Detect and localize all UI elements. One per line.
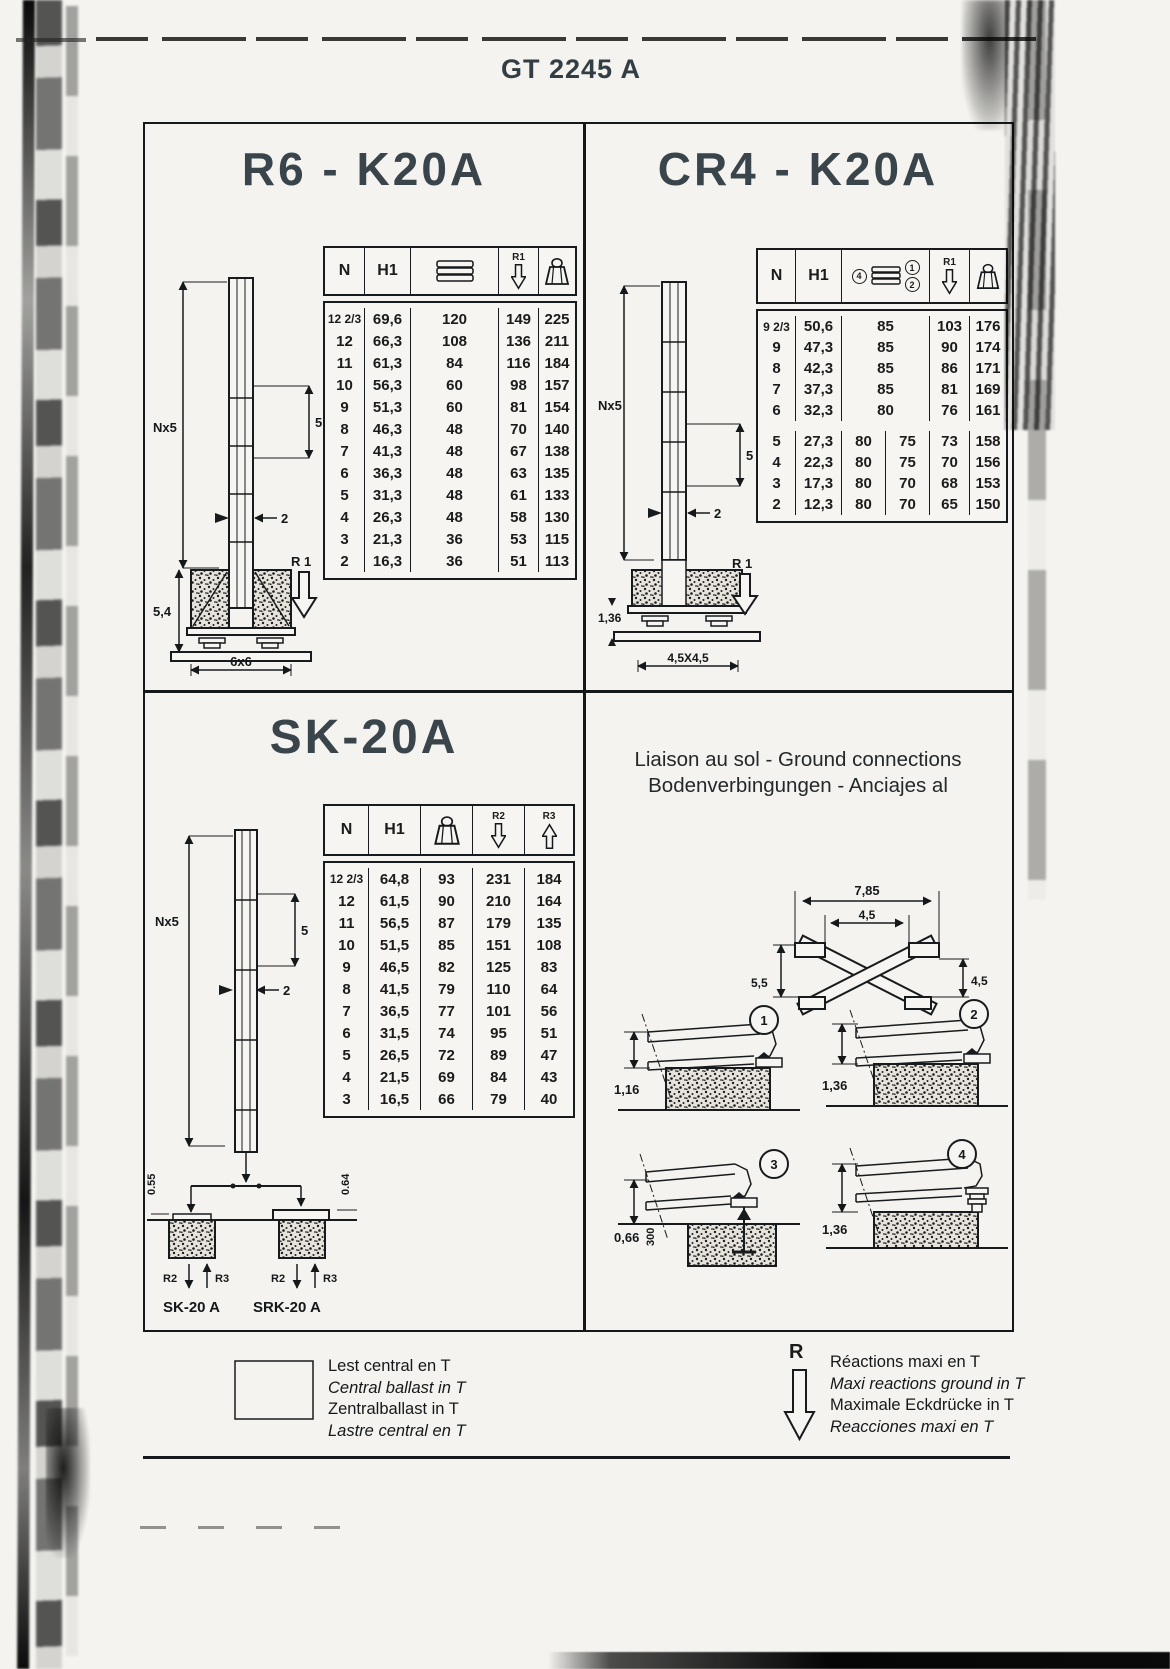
sk-table — [323, 804, 575, 1118]
ballast-variants-header — [842, 250, 930, 302]
table-cell: 36,5 — [369, 1000, 421, 1022]
scan-artifact — [16, 38, 86, 42]
table-cell: 164 — [536, 892, 562, 910]
r1-label: R1 — [943, 257, 956, 268]
table-cell: 65 — [930, 494, 970, 515]
detail-dim: 0,66 — [614, 1230, 640, 1245]
main-frame — [143, 122, 1014, 1332]
legend-line: Reacciones maxi en T — [830, 1417, 994, 1436]
table-cell: 108 — [536, 936, 562, 954]
table-cell: 66 — [421, 1088, 473, 1110]
nx5-label: Nx5 — [153, 420, 177, 435]
scan-artifact — [548, 1652, 1170, 1669]
table-cell: 80 — [842, 400, 930, 421]
table-cell: 48 — [411, 418, 499, 440]
table-cell: 61,5 — [369, 890, 421, 912]
table-cell: 70 — [886, 473, 930, 494]
legend-line: Central ballast in T — [328, 1378, 466, 1397]
table-cell: 40 — [540, 1090, 558, 1108]
table-cell: 135 — [544, 464, 570, 482]
table-cell: 8 — [758, 358, 796, 379]
r3-label: R3 — [215, 1273, 230, 1285]
table-cell: 80 — [842, 473, 886, 494]
table-cell: 74 — [421, 1022, 473, 1044]
col-h1-header: H1 — [369, 806, 421, 854]
legend-line: Maxi reactions ground in T — [830, 1374, 1025, 1393]
table-cell: 32,3 — [796, 400, 842, 421]
bottom-rule — [143, 1456, 1010, 1459]
table-cell: 157 — [544, 376, 570, 394]
table-cell: 53 — [499, 528, 539, 550]
r3-label: R3 — [323, 1273, 338, 1285]
table-cell: 72 — [421, 1044, 473, 1066]
table-cell: 140 — [544, 420, 570, 438]
table-cell: 27,3 — [796, 431, 842, 452]
table-cell: 149 — [499, 308, 539, 330]
table-cell: 98 — [499, 374, 539, 396]
reaction-symbol-label: R — [789, 1341, 804, 1363]
table-cell: 90 — [421, 890, 473, 912]
ballast-slabs-icon — [870, 265, 902, 287]
table-cell: 133 — [544, 486, 570, 504]
ground-title-line1: Liaison au sol - Ground connections — [634, 748, 962, 771]
r1-label: R1 — [512, 252, 525, 263]
table-cell: 60 — [411, 396, 499, 418]
col-r3-header — [525, 806, 573, 854]
segment-dim: 5 — [315, 415, 323, 430]
detail-dim: 1,36 — [822, 1222, 848, 1237]
r2-label: R2 — [492, 811, 505, 822]
panel-sk-20a — [145, 692, 583, 1328]
ballast-swatch — [232, 1358, 316, 1422]
panel-ground-connections — [586, 692, 1010, 1328]
table-cell: 43 — [540, 1068, 558, 1086]
left-height-dim: 0.55 — [146, 1173, 158, 1195]
scan-artifact — [46, 1408, 90, 1558]
table-cell: 3 — [758, 473, 796, 494]
table-cell: 6 — [325, 1022, 369, 1044]
table-cell: 2 — [758, 494, 796, 515]
r6-tower-diagram — [153, 270, 333, 680]
col-r2-header — [473, 806, 525, 854]
table-cell: 158 — [975, 433, 1001, 450]
table-cell: 47 — [540, 1046, 558, 1064]
table-cell: 10 — [325, 374, 365, 396]
table-cell: 58 — [499, 506, 539, 528]
table-cell: 4 — [325, 1066, 369, 1088]
ground-detail-4 — [822, 1136, 1012, 1266]
detail-number-badge: 1 — [760, 1013, 768, 1028]
reactions-legend — [830, 1352, 1024, 1438]
table-cell: 153 — [975, 475, 1001, 492]
reaction-arrow-icon — [292, 572, 316, 617]
table-cell: 3 — [325, 528, 365, 550]
base-width-dim: 6x6 — [230, 654, 252, 669]
ground-detail-1 — [614, 1000, 804, 1130]
table-cell: 161 — [975, 402, 1001, 419]
table-cell: 17,3 — [796, 473, 842, 494]
detail-number-badge: 4 — [958, 1147, 966, 1162]
badge-2: 2 — [905, 277, 920, 292]
table-cell: 70 — [499, 418, 539, 440]
panel-title-r6: R6 - K20A — [241, 143, 487, 195]
table-cell: 80 — [842, 452, 886, 473]
table-cell: 7 — [325, 1000, 369, 1022]
table-cell: 61 — [499, 484, 539, 506]
table-cell: 93 — [421, 868, 473, 890]
table-cell: 125 — [473, 956, 525, 978]
table-cell: 12 2/3 — [325, 308, 365, 330]
table-cell: 31,5 — [369, 1022, 421, 1044]
legend-line: Maximale Eckdrücke in T — [830, 1396, 1015, 1414]
table-cell: 77 — [421, 1000, 473, 1022]
table-cell: 41,5 — [369, 978, 421, 1000]
legend-line: Lest central en T — [328, 1357, 451, 1375]
table-cell: 64,8 — [369, 868, 421, 890]
base-height-dim: 5,4 — [153, 604, 172, 619]
table-cell: 70 — [886, 494, 930, 515]
ground-detail-3 — [614, 1140, 804, 1272]
table-cell: 36,3 — [365, 462, 411, 484]
table-cell: 110 — [473, 978, 525, 1000]
cross-base-diagram — [751, 847, 996, 1015]
scan-artifact — [36, 0, 62, 1669]
table-cell: 9 — [325, 396, 365, 418]
table-cell: 85 — [842, 379, 930, 400]
panel-title-sk: SK-20A — [269, 711, 459, 764]
table-cell: 36 — [411, 528, 499, 550]
table-cell: 7 — [325, 440, 365, 462]
table-cell: 4 — [758, 452, 796, 473]
table-cell: 42,3 — [796, 358, 842, 379]
panel-title-cr4: CR4 - K20A — [657, 143, 939, 195]
table-cell: 5 — [758, 431, 796, 452]
table-cell: 120 — [411, 308, 499, 330]
up-arrow-icon — [542, 823, 557, 849]
table-cell: 113 — [544, 552, 570, 570]
table-cell: 51 — [499, 550, 539, 572]
cr4-table — [756, 248, 1008, 523]
table-cell: 61,3 — [365, 352, 411, 374]
table-cell: 80 — [842, 431, 886, 452]
right-height-dim: 0.64 — [340, 1173, 352, 1195]
document-title: GT 2245 A — [500, 54, 642, 84]
table-cell: 37,3 — [796, 379, 842, 400]
ballast-legend — [328, 1356, 466, 1442]
table-cell: 8 — [325, 978, 369, 1000]
table-cell: 108 — [411, 330, 499, 352]
table-cell: 47,3 — [796, 337, 842, 358]
table-cell: 48 — [411, 462, 499, 484]
table-cell: 136 — [499, 330, 539, 352]
col-h1-header: H1 — [365, 248, 411, 294]
table-cell: 101 — [473, 1000, 525, 1022]
counterweight-icon — [539, 248, 575, 294]
table-cell: 103 — [930, 316, 970, 337]
table-cell: 46,3 — [365, 418, 411, 440]
base-height-dim: 1,36 — [598, 611, 622, 625]
table-cell: 46,5 — [369, 956, 421, 978]
table-cell: 5 — [325, 1044, 369, 1066]
width-dim: 2 — [283, 983, 291, 998]
table-cell: 135 — [536, 914, 562, 932]
col-h1-header: H1 — [796, 250, 842, 302]
table-cell: 79 — [473, 1088, 525, 1110]
table-cell: 184 — [536, 870, 562, 888]
table-cell: 51,3 — [365, 396, 411, 418]
table-cell: 171 — [975, 360, 1001, 377]
table-cell: 50,6 — [796, 316, 842, 337]
inner-width-dim: 4,5 — [858, 908, 876, 922]
table-gap — [758, 421, 1006, 431]
table-cell: 48 — [411, 484, 499, 506]
sk-table-header — [323, 804, 575, 856]
detail-number-badge: 3 — [770, 1157, 778, 1172]
table-cell: 16,5 — [369, 1088, 421, 1110]
table-cell: 11 — [325, 912, 369, 934]
down-arrow-icon — [491, 823, 506, 849]
table-cell: 210 — [473, 890, 525, 912]
outer-width-dim: 7,85 — [854, 883, 880, 898]
panel-cr4-k20a — [586, 124, 1010, 690]
table-cell: 51 — [540, 1024, 558, 1042]
table-cell: 138 — [544, 442, 570, 460]
table-cell: 83 — [540, 958, 558, 976]
table-cell: 73 — [930, 431, 970, 452]
table-cell: 79 — [421, 978, 473, 1000]
cr4-table-body — [756, 309, 1008, 523]
reaction-label: R 1 — [291, 554, 312, 569]
ballast-slabs-icon — [411, 248, 499, 294]
table-cell: 82 — [421, 956, 473, 978]
table-cell: 89 — [473, 1044, 525, 1066]
table-cell: 8 — [325, 418, 365, 440]
table-cell: 151 — [473, 934, 525, 956]
r6-table-header — [323, 246, 577, 296]
segment-dim: 5 — [301, 923, 309, 938]
table-cell: 48 — [411, 440, 499, 462]
col-n-header: N — [325, 806, 369, 854]
anchor-depth-dim: 300 — [645, 1227, 657, 1246]
r2-label: R2 — [271, 1273, 286, 1285]
table-cell: 130 — [544, 508, 570, 526]
table-cell: 95 — [473, 1022, 525, 1044]
table-cell: 76 — [930, 400, 970, 421]
counterweight-icon — [421, 806, 473, 854]
col-r1-header — [499, 248, 539, 294]
down-arrow-icon — [511, 264, 526, 290]
table-cell: 51,5 — [369, 934, 421, 956]
left-dim: 5,5 — [751, 976, 768, 990]
r6-table-body — [323, 301, 577, 580]
table-cell: 12,3 — [796, 494, 842, 515]
table-cell: 184 — [544, 354, 570, 372]
table-cell: 12 2/3 — [325, 868, 369, 890]
detail-dim: 1,16 — [614, 1082, 640, 1097]
col-n-header: N — [758, 250, 796, 302]
table-cell: 176 — [975, 318, 1001, 335]
table-cell: 56,3 — [365, 374, 411, 396]
table-cell: 56,5 — [369, 912, 421, 934]
table-cell: 10 — [325, 934, 369, 956]
table-cell: 84 — [473, 1066, 525, 1088]
nx5-label: Nx5 — [598, 398, 622, 413]
down-arrow-icon — [942, 269, 957, 295]
table-cell: 6 — [325, 462, 365, 484]
panel-r6-k20a — [145, 124, 583, 690]
table-cell: 3 — [325, 1088, 369, 1110]
width-dim: 2 — [281, 511, 289, 526]
sk20a-base-label: SK-20 A — [163, 1299, 220, 1316]
table-cell: 87 — [421, 912, 473, 934]
table-cell: 75 — [886, 431, 930, 452]
table-cell: 81 — [930, 379, 970, 400]
cr4-table-header — [756, 248, 1008, 304]
table-cell: 9 2/3 — [758, 316, 796, 337]
r2-label: R2 — [163, 1273, 178, 1285]
table-cell: 150 — [975, 496, 1001, 513]
table-cell: 12 — [325, 890, 369, 912]
table-cell: 84 — [411, 352, 499, 374]
table-cell: 21,5 — [369, 1066, 421, 1088]
badge-4: 4 — [852, 269, 867, 284]
scan-artifact — [1028, 0, 1046, 900]
table-cell: 156 — [975, 454, 1001, 471]
table-cell: 169 — [975, 381, 1001, 398]
table-cell: 6 — [758, 400, 796, 421]
table-cell: 116 — [499, 352, 539, 374]
r3-label: R3 — [542, 811, 556, 822]
table-cell: 41,3 — [365, 440, 411, 462]
table-cell: 231 — [473, 868, 525, 890]
table-cell: 2 — [325, 550, 365, 572]
scan-artifact — [17, 0, 35, 1669]
table-cell: 70 — [930, 452, 970, 473]
legend-line: Lastre central en T — [328, 1421, 466, 1440]
table-cell: 80 — [842, 494, 886, 515]
table-cell: 56 — [540, 1002, 558, 1020]
table-cell: 60 — [411, 374, 499, 396]
legend-line: Réactions maxi en T — [830, 1353, 981, 1371]
base-width-dim: 4,5X4,5 — [667, 651, 709, 665]
detail-dim: 1,36 — [822, 1078, 848, 1093]
table-cell: 11 — [325, 352, 365, 374]
table-cell: 26,3 — [365, 506, 411, 528]
counterweight-icon — [970, 250, 1006, 302]
badge-1: 1 — [905, 260, 920, 275]
table-cell: 174 — [975, 339, 1001, 356]
scan-artifact — [66, 6, 78, 1656]
table-cell: 68 — [930, 473, 970, 494]
table-cell: 12 — [325, 330, 365, 352]
nx5-label: Nx5 — [155, 914, 179, 929]
r6-table — [323, 246, 577, 580]
table-cell: 179 — [473, 912, 525, 934]
col-r1-header — [930, 250, 970, 302]
table-cell: 9 — [758, 337, 796, 358]
table-cell: 86 — [930, 358, 970, 379]
table-cell: 66,3 — [365, 330, 411, 352]
width-dim: 2 — [714, 506, 722, 521]
table-cell: 63 — [499, 462, 539, 484]
srk20a-base-label: SRK-20 A — [253, 1299, 321, 1316]
table-cell: 48 — [411, 506, 499, 528]
legend-line: Zentralballast in T — [328, 1400, 459, 1418]
table-cell: 85 — [842, 316, 930, 337]
table-cell: 31,3 — [365, 484, 411, 506]
table-cell: 22,3 — [796, 452, 842, 473]
table-cell: 154 — [544, 398, 570, 416]
table-cell: 85 — [842, 358, 930, 379]
table-cell: 36 — [411, 550, 499, 572]
right-dim: 4,5 — [971, 974, 988, 988]
table-cell: 81 — [499, 396, 539, 418]
table-cell: 69 — [421, 1066, 473, 1088]
table-cell: 85 — [842, 337, 930, 358]
table-cell: 69,6 — [365, 308, 411, 330]
table-cell: 4 — [325, 506, 365, 528]
sk-table-body — [323, 861, 575, 1118]
ground-title-line2: Bodenverbingungen - Anciajes al — [648, 774, 948, 797]
table-cell: 21,3 — [365, 528, 411, 550]
table-cell: 7 — [758, 379, 796, 400]
table-cell: 115 — [544, 530, 570, 548]
ground-detail-2 — [822, 996, 1012, 1126]
detail-number-badge: 2 — [970, 1007, 978, 1022]
table-cell: 26,5 — [369, 1044, 421, 1066]
table-cell: 67 — [499, 440, 539, 462]
table-cell: 16,3 — [365, 550, 411, 572]
table-cell: 211 — [544, 332, 570, 350]
reaction-arrow-icon — [784, 1368, 815, 1444]
table-cell: 64 — [540, 980, 558, 998]
top-dashed-rule — [96, 37, 1036, 41]
table-cell: 90 — [930, 337, 970, 358]
table-cell: 5 — [325, 484, 365, 506]
scan-artifact — [140, 1526, 340, 1529]
table-cell: 225 — [544, 310, 570, 328]
table-cell: 75 — [886, 452, 930, 473]
col-n-header: N — [325, 248, 365, 294]
reaction-label: R 1 — [732, 556, 753, 571]
table-cell: 9 — [325, 956, 369, 978]
table-cell: 85 — [421, 934, 473, 956]
segment-dim: 5 — [746, 448, 754, 463]
